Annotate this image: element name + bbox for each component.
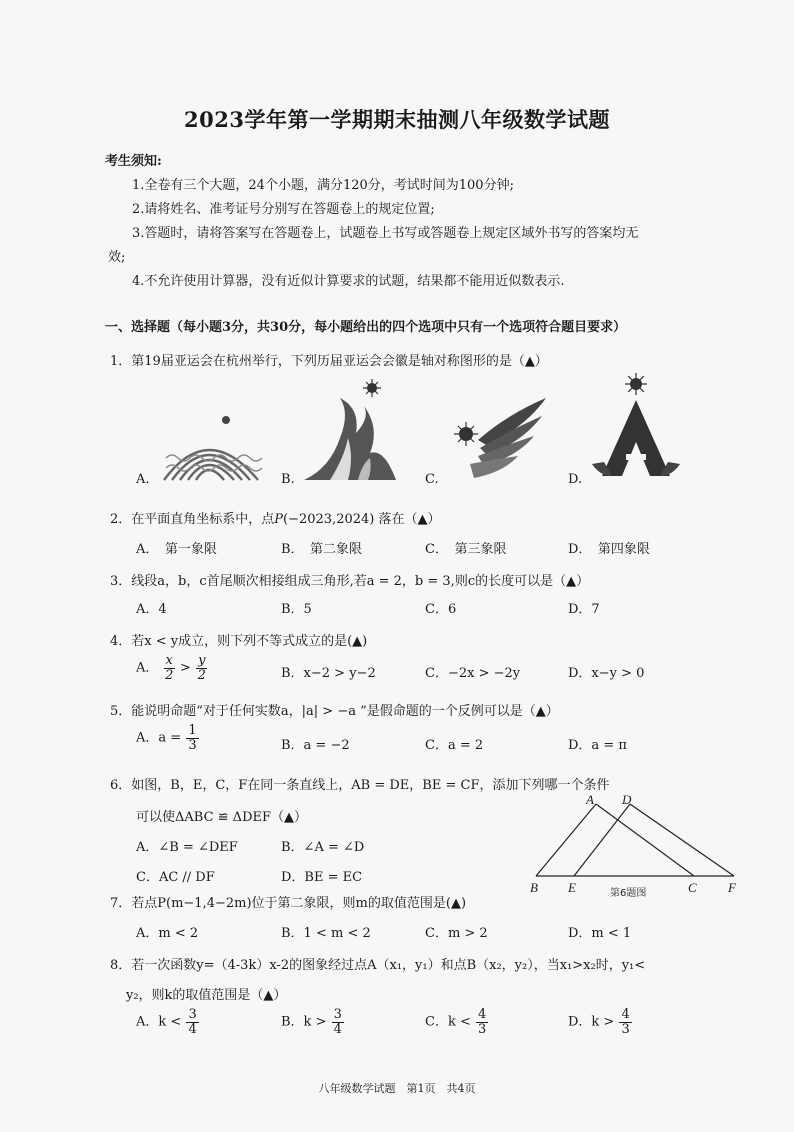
label-d: D xyxy=(622,792,632,807)
question-8-line1: 8．若一次函数y=（4-3k）x-2的图象经过点A（x₁，y₁）和点B（x₂，y₂），当x₁>x₂时，y₁< xyxy=(110,958,646,973)
numerator: x xyxy=(165,653,173,668)
option-c: C. xyxy=(425,472,439,487)
option-label: C．k < xyxy=(425,1014,471,1030)
exam-title: 2023学年第一学期期末抽测八年级数学试题 xyxy=(184,107,610,132)
notice-item: 1.全卷有三个大题，24个小题，满分120分，考试时间为100分钟; xyxy=(132,178,514,193)
option-a xyxy=(136,654,208,682)
option-c: C．m > 2 xyxy=(425,926,488,941)
triangle-figure xyxy=(524,792,754,904)
relation: > xyxy=(180,660,191,676)
question-2-prefix: 2．在平面直角坐标系中，点 xyxy=(110,512,275,527)
option-b: B．1 < m < 2 xyxy=(281,926,371,941)
denominator: 3 xyxy=(621,1021,630,1037)
option-d: D．BE = EC xyxy=(281,870,363,885)
option-c xyxy=(425,1008,489,1036)
fraction xyxy=(619,1008,631,1036)
option-b: B. xyxy=(281,472,295,487)
option-d: D．x−y > 0 xyxy=(568,666,645,681)
option-d: D． 第四象限 xyxy=(568,542,650,557)
figure-caption: 第6题图 xyxy=(610,888,647,899)
option-d: D．a = π xyxy=(568,738,627,753)
emblem-a xyxy=(158,410,268,485)
question-2-suffix: 落在（▲） xyxy=(378,512,441,527)
option-b: B．∠A = ∠D xyxy=(281,840,365,855)
numerator: 4 xyxy=(621,1007,630,1022)
question-4: 4．若x < y成立，则下列不等式成立的是(▲) xyxy=(110,634,368,649)
denominator: 3 xyxy=(478,1021,487,1037)
label-b: B xyxy=(530,880,538,895)
denominator: 4 xyxy=(188,1021,197,1037)
option-label: B．k > xyxy=(281,1014,327,1030)
denominator: 2 xyxy=(165,667,174,683)
option-a: A．m < 2 xyxy=(136,926,199,941)
option-a: A．4 xyxy=(136,602,167,617)
label-f: F xyxy=(728,880,736,895)
point-label: P xyxy=(274,512,284,527)
denominator: 2 xyxy=(197,667,206,683)
option-c: C．a = 2 xyxy=(425,738,484,753)
notice-item: 4.不允许使用计算器，没有近似计算要求的试题，结果都不能用近似数表示. xyxy=(132,274,565,289)
question-5: 5．能说明命题“对于任何实数a，|a| > −a ”是假命题的一个反例可以是（▲） xyxy=(110,704,559,719)
option-d xyxy=(568,1008,633,1036)
option-a: A. xyxy=(136,472,150,487)
option-label: D．k > xyxy=(568,1014,615,1030)
question-7: 7．若点P(m−1,4−2m)位于第二象限，则m的取值范围是(▲) xyxy=(110,896,467,911)
option-b xyxy=(281,1008,345,1036)
question-1: 1．第19届亚运会在杭州举行，下列历届亚运会会徽是轴对称图形的是（▲） xyxy=(110,354,548,369)
emblem-d xyxy=(590,372,682,482)
option-c: C．AC // DF xyxy=(136,870,215,885)
numerator: 3 xyxy=(333,1007,342,1022)
fraction xyxy=(164,654,175,682)
option-c: C．−2x > −2y xyxy=(425,666,521,681)
label-a: A xyxy=(586,792,594,807)
notice-heading: 考生须知: xyxy=(105,154,162,169)
option-d: D．m < 1 xyxy=(568,926,632,941)
emblem-c xyxy=(448,394,548,482)
option-label: A． xyxy=(136,660,159,676)
fraction xyxy=(186,1008,198,1036)
fraction xyxy=(186,724,198,752)
label-e: E xyxy=(568,880,576,895)
option-c: C．6 xyxy=(425,602,457,617)
question-6-line1: 6．如图，B，E，C，F在同一条直线上，AB = DE，BE = CF，添加下列哪一个条件 xyxy=(110,778,610,793)
option-b: B．x−2 > y−2 xyxy=(281,666,376,681)
numerator: 1 xyxy=(188,723,197,738)
denominator: 3 xyxy=(188,737,197,753)
numerator: 4 xyxy=(478,1007,487,1022)
option-c: C． 第三象限 xyxy=(425,542,507,557)
option-a xyxy=(136,1008,200,1036)
notice-item: 2.请将姓名、准考证号分别写在答题卷上的规定位置; xyxy=(132,202,435,217)
option-a xyxy=(136,724,200,752)
question-2 xyxy=(110,508,441,527)
emblem-b xyxy=(300,378,400,482)
option-d: D．7 xyxy=(568,602,600,617)
fraction xyxy=(476,1008,488,1036)
section-heading: 一、选择题（每小题3分，共30分，每小题给出的四个选项中只有一个选项符合题目要求） xyxy=(105,320,627,335)
option-d: D. xyxy=(568,472,583,487)
page-footer: 八年级数学试题 第1页 共4页 xyxy=(318,1082,476,1095)
notice-item: 效; xyxy=(108,250,126,265)
option-b: B．5 xyxy=(281,602,312,617)
point-coords: (−2023,2024) xyxy=(283,512,375,527)
question-3: 3．线段a，b，c首尾顺次相接组成三角形,若a = 2，b = 3,则c的长度可以是（▲） xyxy=(110,574,590,589)
option-a: A． 第一象限 xyxy=(136,542,217,557)
numerator: 3 xyxy=(188,1007,197,1022)
question-8-line2: y₂，则k的取值范围是（▲） xyxy=(126,988,287,1003)
option-b: B． 第二象限 xyxy=(281,542,363,557)
numerator: y xyxy=(198,653,206,668)
label-c: C xyxy=(688,880,697,895)
fraction xyxy=(332,1008,344,1036)
fraction xyxy=(196,654,207,682)
option-a: A．∠B = ∠DEF xyxy=(136,840,238,855)
option-label: A．k < xyxy=(136,1014,182,1030)
denominator: 4 xyxy=(333,1021,342,1037)
option-label: A．a = xyxy=(136,730,182,746)
notice-item: 3.答题时，请将答案写在答题卷上，试题卷上书写或答题卷上规定区域外书写的答案均无 xyxy=(132,226,639,241)
question-6-line2: 可以使ΔABC ≌ ΔDEF（▲） xyxy=(136,810,307,825)
option-b: B．a = −2 xyxy=(281,738,350,753)
